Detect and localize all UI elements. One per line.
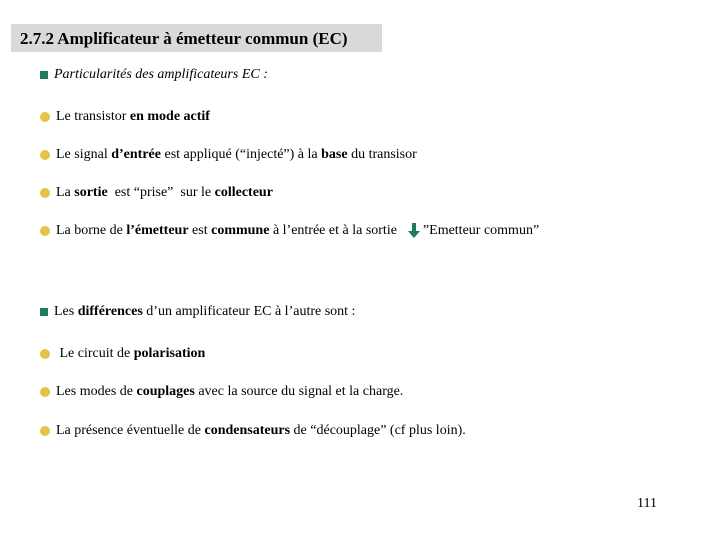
item-emphasis: collecteur <box>214 185 273 200</box>
square-bullet-icon <box>40 308 48 316</box>
item-text: Le transistor <box>56 109 130 124</box>
item-text: à l’entrée et à la sortie <box>269 223 397 238</box>
list-item <box>40 184 273 202</box>
item-emphasis: commune <box>211 223 270 238</box>
round-bullet-icon <box>40 188 50 198</box>
section2-heading: Les <box>54 304 78 319</box>
item-emphasis: différences <box>77 304 143 319</box>
square-bullet-icon <box>40 71 48 79</box>
item-emphasis: condensateurs <box>204 423 291 438</box>
page-number: 111 <box>637 496 657 511</box>
round-bullet-icon <box>40 387 50 397</box>
round-bullet-icon <box>40 112 50 122</box>
section2-heading-row <box>40 303 355 321</box>
section1-heading-row <box>40 66 268 84</box>
item-emphasis: base <box>321 147 348 162</box>
list-item <box>40 222 539 240</box>
title-banner <box>11 24 382 52</box>
round-bullet-icon <box>40 226 50 236</box>
item-text: La <box>56 185 75 200</box>
list-item <box>40 146 417 164</box>
section2-heading: d’un amplificateur EC à l’autre sont : <box>142 304 356 319</box>
item-emphasis: couplages <box>136 384 195 399</box>
item-text: Le circuit de <box>56 346 134 361</box>
item-text: est <box>188 223 212 238</box>
round-bullet-icon <box>40 426 50 436</box>
list-item <box>40 422 466 440</box>
item-emphasis: sortie <box>74 185 108 200</box>
list-item <box>40 345 205 363</box>
item-text: du transisor <box>347 147 417 162</box>
item-text: Les modes de <box>56 384 137 399</box>
item-text: avec la source du signal et la charge. <box>194 384 404 399</box>
item-text: La borne de <box>56 223 127 238</box>
list-item <box>40 108 210 126</box>
item-text: Le signal <box>56 147 112 162</box>
item-text: ”Emetteur commun” <box>422 223 540 238</box>
item-text: est appliqué (“injecté”) à la <box>160 147 322 162</box>
item-emphasis: d’entrée <box>111 147 161 162</box>
arrow-down-icon <box>407 223 421 239</box>
list-item <box>40 383 403 401</box>
round-bullet-icon <box>40 150 50 160</box>
item-emphasis: en mode actif <box>129 109 210 124</box>
item-text: La présence éventuelle de <box>56 423 205 438</box>
item-emphasis: l’émetteur <box>126 223 189 238</box>
item-text: de “découplage” (cf plus loin). <box>290 423 466 438</box>
page-title: 2.7.2 Amplificateur à émetteur commun (EC) <box>20 29 348 48</box>
round-bullet-icon <box>40 349 50 359</box>
item-text: est “prise” sur le <box>107 185 215 200</box>
section1-heading: Particularités des amplificateurs EC : <box>54 67 268 82</box>
item-emphasis: polarisation <box>133 346 206 361</box>
